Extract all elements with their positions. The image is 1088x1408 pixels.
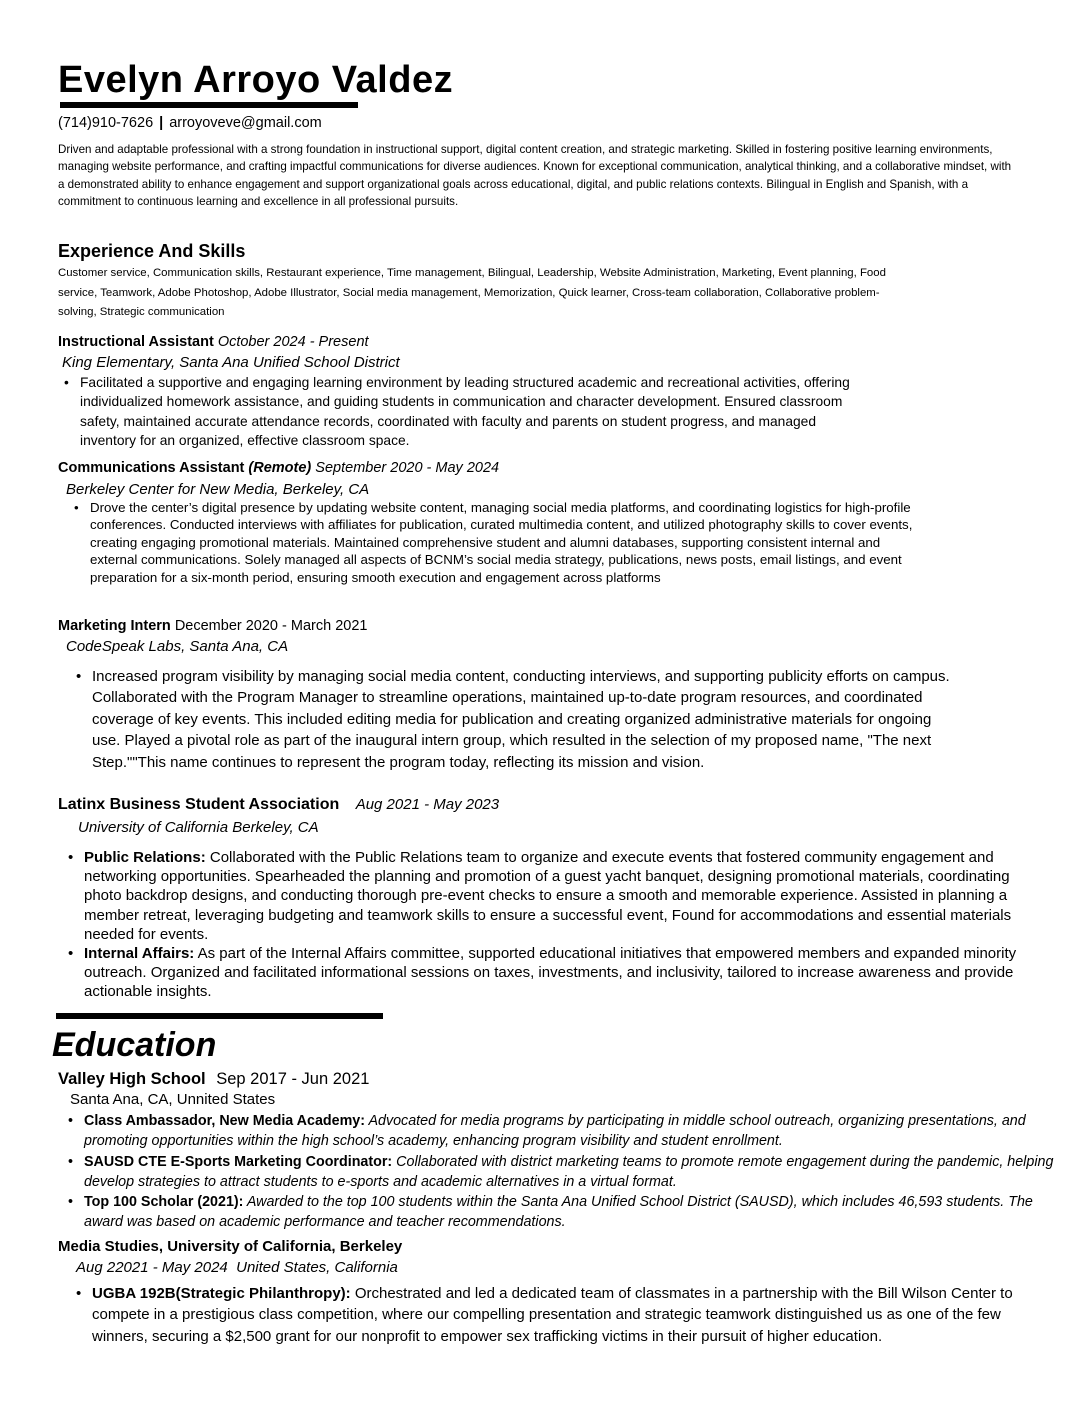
university-name: Media Studies, University of California, Berkeley [58,1238,403,1255]
job-dates: December 2020 - March 2021 [174,618,368,634]
school-bullet [62,1192,1072,1233]
education-divider [56,1013,383,1019]
experience-heading: Experience And Skills [58,241,246,261]
professional-summary: Driven and adaptable professional with a strong foundation in instructional support, digital content creation, and strategic marketing. Skilled in fostering positive learning environments, managing website performance, and crafting impactful communications for diverse audiences. Known for exceptional communication, analytical thinking, and a collaborative mindset, with a demonstrated ability to enhance engagement and support organizational goals across educational, digital, and public relations contexts. Bilingual in English and Spanish, with a commitment to continuous learning and excellence in all professional pursuits. [58,143,1012,208]
job-header-marketing-intern [58,616,367,636]
job-header-communications-assistant [58,458,499,478]
bullet-text: As part of the Internal Affairs committee, supported educational initiatives that empowered members and expanded minority outreach. Organized and facilitated informational sessions on taxes, investments, and inclusivity, tailored to increase awareness and provide actionable insights. [84,945,1017,1001]
job-place: University of California Berkeley, CA [78,819,319,836]
bullet-label: SAUSD CTE E-Sports Marketing Coordinator: [84,1153,393,1170]
school-location: Santa Ana, CA, Unnited States [70,1091,276,1108]
job-place: CodeSpeak Labs, Santa Ana, CA [66,638,289,655]
job-dates: October 2024 - Present [217,334,369,350]
bullet-text: Collaborated with the Public Relations team to organize and execute events that fostered community engagement and networking opportunities. Spearheaded the planning and promotion of a guest yacht banquet, designing promotional materials, coordinating photo backdrop designs, and conducting thorough pre-event checks to ensure a smooth and memorable experience. Assisted in planning a member retreat, leveraging budgeting and teamwork skills to ensure a successful event, Found for accommodations and essential materials needed for events. [84,849,1012,943]
job-modifier: (Remote) [248,460,312,476]
high-school-bullets [62,1111,1072,1233]
contact-separator: | [159,115,164,131]
job-bullets [68,499,918,586]
bullet-text: Advocated for media programs by participating in middle school outreach, organizing presentations, and promoting opportunities within the high school’s academy, enhancing program visibility and student enrollment. [84,1113,1026,1150]
job-place: King Elementary, Santa Ana Unified School District [62,354,400,371]
job-dates: Aug 2021 - May 2023 [355,796,500,813]
job-bullet-public-relations [62,848,1047,944]
school-dates: Sep 2017 - Jun 2021 [216,1070,370,1088]
email-address: arroyoveve@gmail.com [169,115,322,131]
university-bullets [70,1283,1020,1347]
job-title: Instructional Assistant [58,334,214,350]
job-title: Marketing Intern [58,618,171,634]
contact-line [58,114,322,132]
bullet-text: Orchestrated and led a dedicated team of classmates in a partnership with the Bill Wilson Center to compete in a prestigious class competition, where our compelling presentation and strategic teamwork distinguished us as one of the few winners, securing a $2,500 grant for our nonprofit to empower sex trafficking victims in their pursuit of higher education. [92,1285,1013,1345]
header-divider [60,102,358,108]
job-bullet: • Drove the center’s digital presence by updating website content, managing social media platforms, and coordinating logistics for high-profile conferences. Conducted interviews with affiliates for publication, curated multimedia content, and utilized photography skills to cover events, creating engaging promotional materials. Maintained comprehensive student and alumni databases, supporting consistent internal and external communications. Solely managed all aspects of BCNM’s social media strategy, publications, news posts, email listings, and event preparation for a six-month period, ensuring smooth execution and engagement across platforms [68,499,918,586]
bullet-text: Awarded to the top 100 students within the Santa Ana Unified School District (SAUSD), which includes 46,593 students. The award was based on academic performance and teacher recommendations. [84,1194,1033,1231]
candidate-name: Evelyn Arroyo Valdez [58,59,454,101]
job-bullets [58,373,858,451]
bullet-label: Class Ambassador, New Media Academy: [84,1113,366,1129]
phone-number: (714)910-7626 [58,115,154,131]
university-location: United States, California [236,1259,398,1276]
job-bullet-internal-affairs [62,944,1047,1002]
job-bullets [70,666,950,773]
school-bullet [62,1111,1072,1152]
job-bullets [62,848,1047,1002]
university-dates: Aug 22021 - May 2024 [76,1259,228,1276]
bullet-label: Public Relations: [84,849,206,866]
university-bullet [70,1283,1020,1347]
bullet-text: Collaborated with district marketing teams to promote remote engagement during the pandemic, helping develop strategies to attract students to e-sports and academic alternatives in a virtual format. [84,1153,1054,1190]
school-bullet [62,1152,1072,1193]
job-place: Berkeley Center for New Media, Berkeley, CA [66,481,370,498]
bullet-label: Internal Affairs: [84,945,195,963]
university-dates-location [76,1258,398,1278]
skills-list: Customer service, Communication skills, Restaurant experience, Time management, Bilingual, Leadership, Website Administration, Marketing, Event planning, Food service, Teamwork, Adobe Photoshop, Adobe Illustrator, Social media management, Memorization, Quick learner, Cross-team collaboration, Collaborative problem-solving, Strategic communication [58,267,886,319]
high-school-header [58,1068,369,1090]
job-header-instructional-assistant [58,332,369,352]
education-heading: Education [52,1026,217,1064]
job-title: Communications Assistant [58,460,245,476]
job-dates: September 2020 - May 2024 [315,460,500,476]
job-bullet: • Increased program visibility by managing social media content, conducting interviews, and supporting publicity efforts on campus. Collaborated with the Program Manager to streamline operations, maintained up-to-date program resources, and coordinated coverage of key events. This included editing media for publication and creating organized administrative materials for ongoing use. Played a pivotal role as part of the inaugural intern group, which resulted in the selection of my proposed name, "The next Step.""This name continues to represent the program today, reflecting its mission and vision. [70,666,950,773]
job-title: Latinx Business Student Association [58,796,340,813]
school-name: Valley High School [58,1070,206,1088]
bullet-label: UGBA 192B(Strategic Philanthropy): [92,1285,351,1302]
job-bullet: • Facilitated a supportive and engaging learning environment by leading structured academic and recreational activities, offering individualized homework assistance, and guiding students in communication and character development. Ensured classroom safety, maintained accurate attendance records, coordinated with faculty and parents on student progress, and managed inventory for an organized, effective classroom space. [58,373,858,451]
job-header-lbsa [58,795,499,815]
bullet-label: Top 100 Scholar (2021): [84,1194,244,1211]
